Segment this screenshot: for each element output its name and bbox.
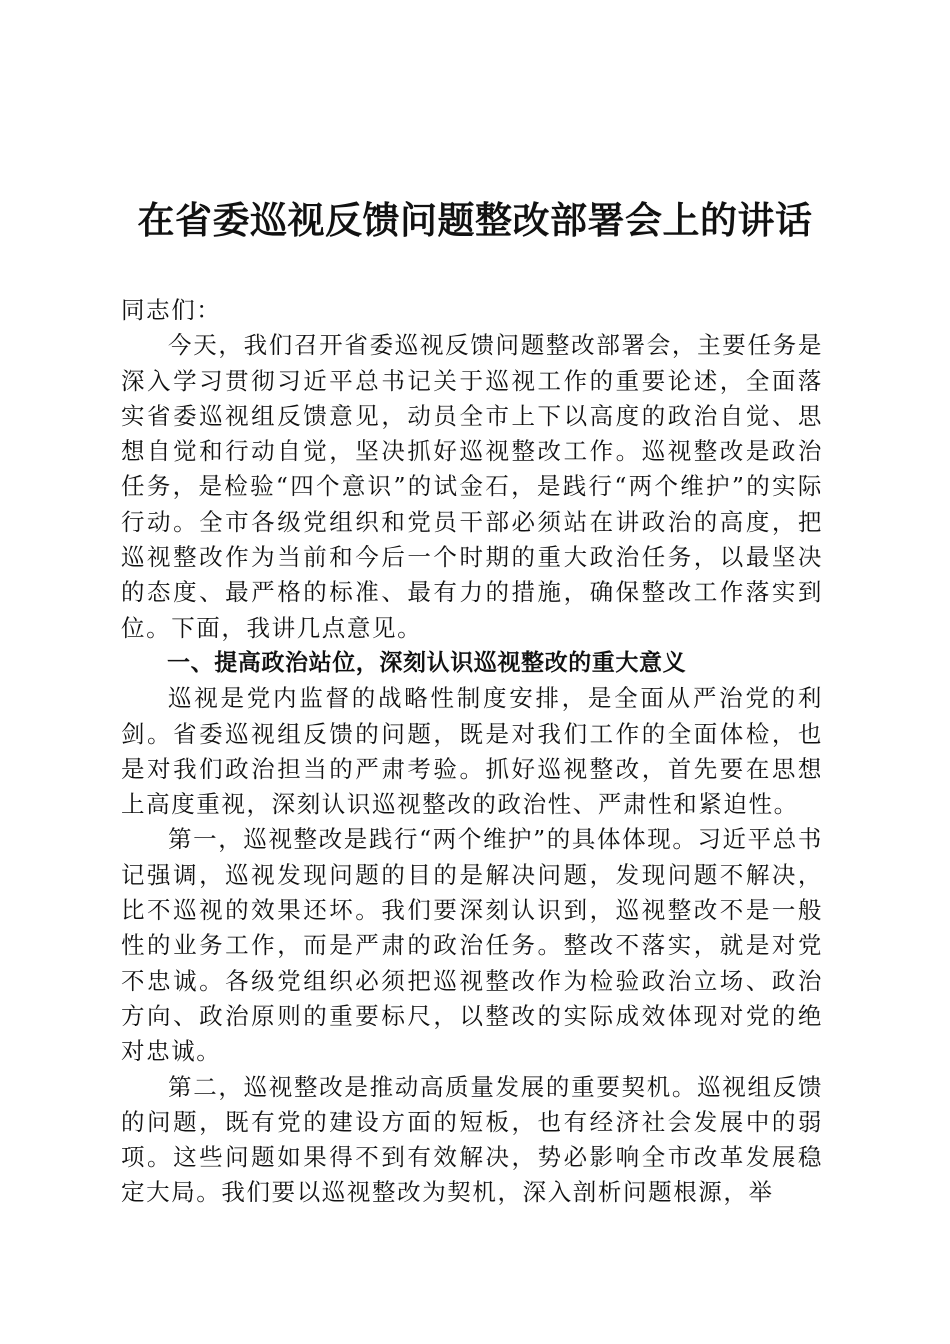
salutation: 同志们：	[121, 296, 222, 324]
paragraph-point-1: 第一，巡视整改是践行“两个维护”的具体体现。习近平总书记强调，巡视发现问题的目的是解决问题，发现问题不解决，比不巡视的效果还坏。我们要深刻认识到，巡视整改不是一般性的业务工作，而是严肃的政治任务。整改不落实，就是对党不忠诚。各级党组织必须把巡视整改作为检验政治立场、政治方向、政治原则的重要标尺，以整改的实际成效体现对党的绝对忠诚。	[121, 825, 823, 1066]
document-title: 在省委巡视反馈问题整改部署会上的讲话	[137, 198, 813, 242]
paragraph-point-2: 第二，巡视整改是推动高质量发展的重要契机。巡视组反馈的问题，既有党的建设方面的短板，也有经济社会发展中的弱项。这些问题如果得不到有效解决，势必影响全市改革发展稳定大局。我们要以巡视整改为契机，深入剖析问题根源，举	[121, 1072, 823, 1207]
document-body	[121, 293, 823, 1211]
paragraph-section-1: 巡视是党内监督的战略性制度安排，是全面从严治党的利剑。省委巡视组反馈的问题，既是对我们工作的全面体检，也是对我们政治担当的严肃考验。抓好巡视整改，首先要在思想上高度重视，深刻认识巡视整改的政治性、严肃性和紧迫性。	[121, 684, 823, 819]
section-heading-1: 一、提高政治站位，深刻认识巡视整改的重大意义	[167, 649, 687, 676]
paragraph-intro: 今天，我们召开省委巡视反馈问题整改部署会，主要任务是深入学习贯彻习近平总书记关于巡视工作的重要论述，全面落实省委巡视组反馈意见，动员全市上下以高度的政治自觉、思想自觉和行动自觉，坚决抓好巡视整改工作。巡视整改是政治任务，是检验“四个意识”的试金石，是践行“两个维护”的实际行动。全市各级党组织和党员干部必须站在讲政治的高度，把巡视整改作为当前和今后一个时期的重大政治任务，以最坚决的态度、最严格的标准、最有力的措施，确保整改工作落实到位。下面，我讲几点意见。	[121, 331, 823, 642]
